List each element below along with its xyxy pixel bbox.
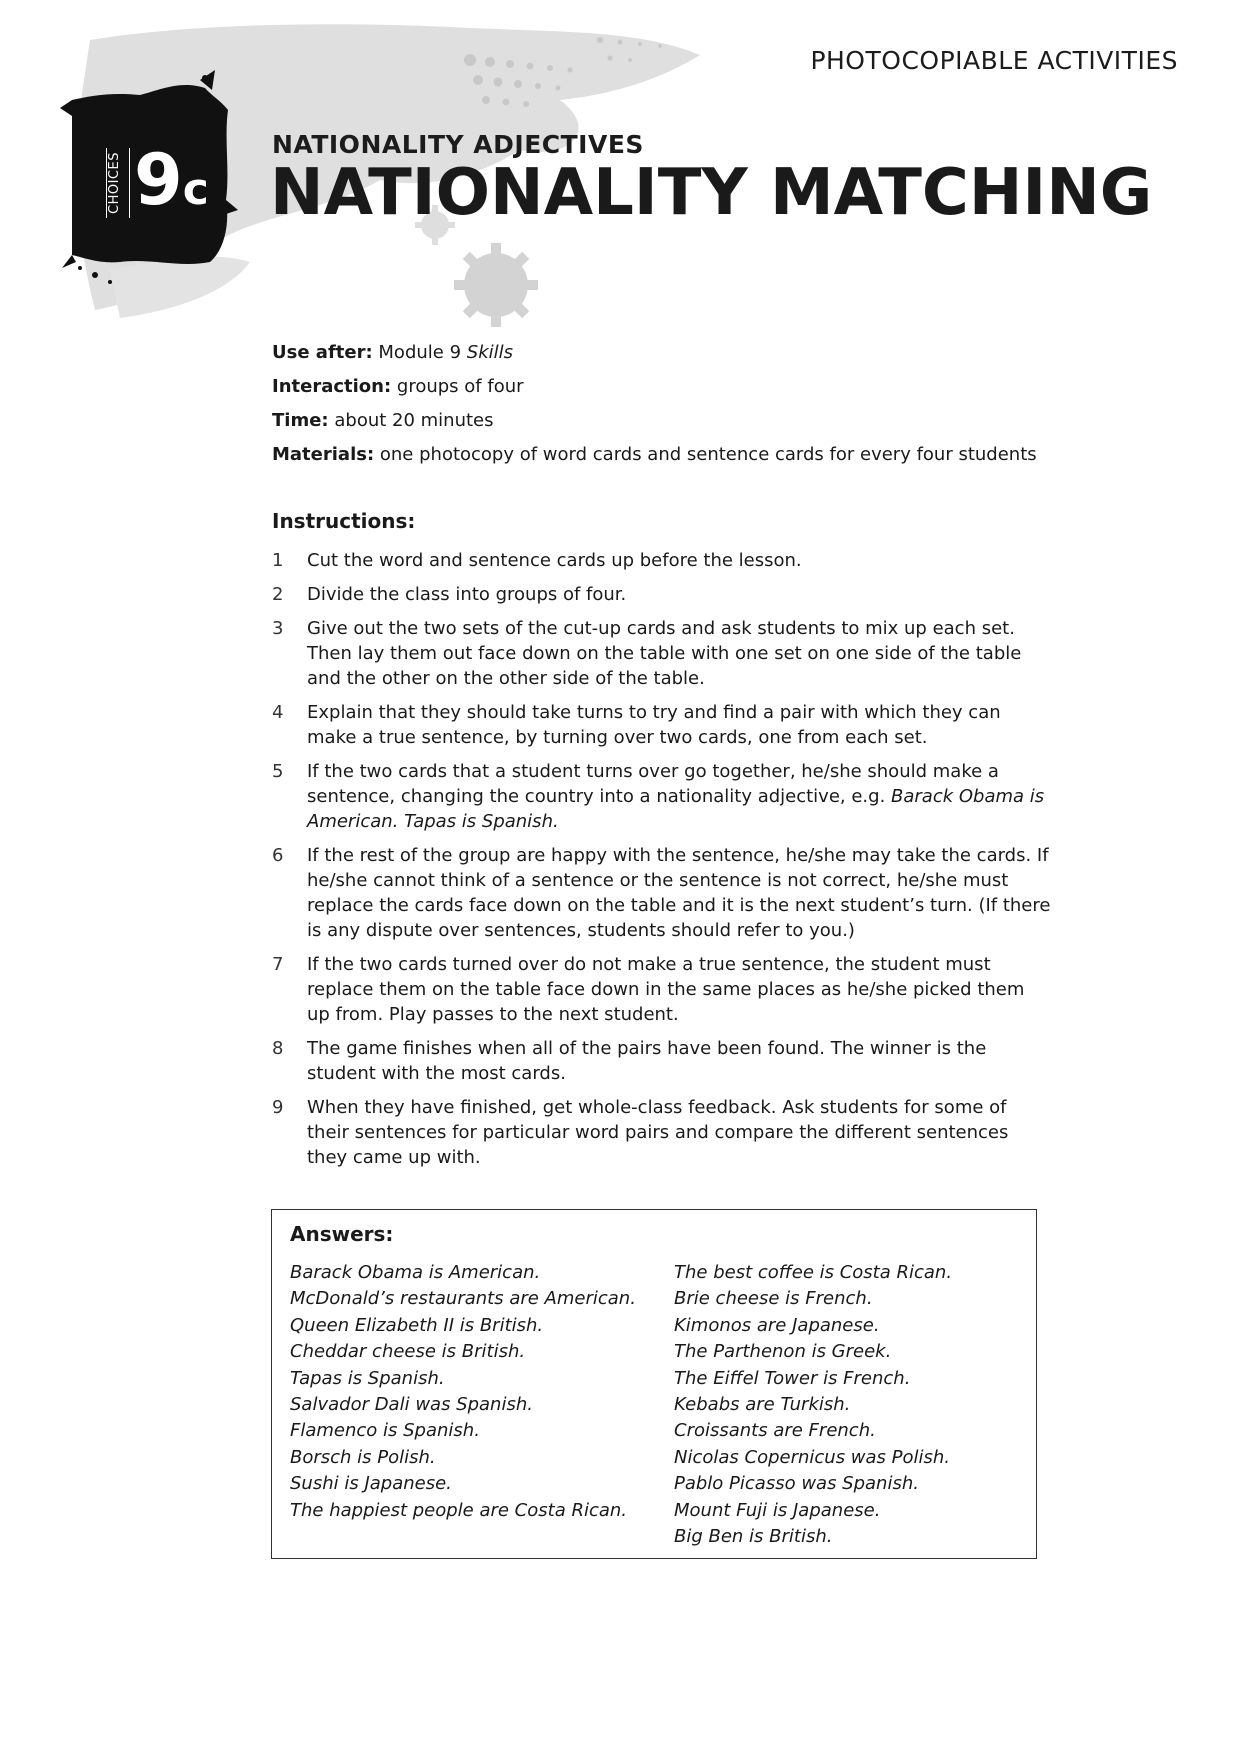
instruction-item: 2 Divide the class into groups of four. <box>272 584 627 605</box>
answer-line: Kimonos are Japanese. <box>674 1314 880 1336</box>
answer-line: Barack Obama is American. <box>290 1262 541 1283</box>
answers-left-column <box>290 1260 636 1524</box>
unit-badge <box>106 130 216 230</box>
answer-line: Big Ben is British. <box>674 1526 833 1548</box>
answer-line: Kebabs are Turkish. <box>674 1394 851 1416</box>
instruction-item: 8 The game finishes when all of the pairs have been found. The winner is the student with the most cards. <box>272 1038 987 1084</box>
answer-line: Mount Fuji is Japanese. <box>674 1499 881 1521</box>
answer-line: The Eiffel Tower is French. <box>674 1367 911 1389</box>
photocopiable-label: PHOTOCOPIABLE ACTIVITIES <box>810 46 1178 75</box>
instruction-item: 5 If the two cards that a student turns over go together, he/she should make a sentence, changing the country into a nationality adjective, e.g. Barack Obama is American. Tapas is Spanish. <box>272 761 1045 832</box>
detail-time: Time: about 20 minutes <box>272 410 494 431</box>
answers-heading: Answers: <box>290 1222 394 1246</box>
series-name: CHOICES <box>106 148 130 218</box>
detail-use-after: Use after: Module 9 Skills <box>272 342 513 363</box>
page-title: NATIONALITY MATCHING <box>270 156 1153 230</box>
instruction-item: 9 When they have finished, get whole-class feedback. Ask students for some of their sentences for particular word pairs and compare the different sentences they came up with. <box>272 1097 1009 1168</box>
answer-line: McDonald’s restaurants are American. <box>290 1288 636 1310</box>
activity-details <box>272 336 1037 472</box>
answer-line: Sushi is Japanese. <box>290 1473 452 1495</box>
detail-interaction: Interaction: groups of four <box>272 376 524 397</box>
answers-right-column <box>674 1260 952 1550</box>
instruction-item: 1 Cut the word and sentence cards up before the lesson. <box>272 550 802 571</box>
answer-line: The best coffee is Costa Rican. <box>674 1262 953 1283</box>
answer-line: The Parthenon is Greek. <box>674 1341 892 1363</box>
instructions-list <box>272 548 1052 1179</box>
answer-line: Flamenco is Spanish. <box>290 1420 480 1442</box>
unit-letter: c <box>182 164 209 215</box>
instructions-heading: Instructions: <box>272 509 416 533</box>
answer-line: Nicolas Copernicus was Polish. <box>674 1446 951 1468</box>
answer-line: Tapas is Spanish. <box>290 1367 445 1389</box>
answers-box <box>271 1209 1037 1559</box>
answer-line: Pablo Picasso was Spanish. <box>674 1473 919 1495</box>
instruction-item: 7 If the two cards turned over do not make a true sentence, the student must replace them on the table face down in the same places as he/she picked them up from. Play passes to the next student. <box>272 954 1025 1025</box>
instruction-item: 6 If the rest of the group are happy with the sentence, he/she may take the cards. If he/she cannot think of a sentence or the sentence is not correct, he/she must replace the cards face down on the table and it is the next student’s turn. (If there is any dispute over sentences, students should refer to you.) <box>272 845 1051 941</box>
instruction-item: 4 Explain that they should take turns to try and find a pair with which they can make a true sentence, by turning over two cards, one from each set. <box>272 702 1001 748</box>
unit-code <box>134 140 209 230</box>
answer-line: Borsch is Polish. <box>290 1446 436 1468</box>
answer-line: Croissants are French. <box>674 1420 876 1442</box>
answer-line: The happiest people are Costa Rican. <box>290 1499 628 1521</box>
page-subtitle: NATIONALITY ADJECTIVES <box>272 130 644 159</box>
instruction-item: 3 Give out the two sets of the cut-up cards and ask students to mix up each set. Then lay them out face down on the table with one set on one side of the table and the other on the other side of the table. <box>272 618 1022 689</box>
answer-line: Salvador Dali was Spanish. <box>290 1394 533 1416</box>
answer-line: Cheddar cheese is British. <box>290 1341 526 1363</box>
answer-line: Brie cheese is French. <box>674 1288 873 1310</box>
unit-number: 9 <box>134 139 183 221</box>
answer-line: Queen Elizabeth II is British. <box>290 1314 544 1336</box>
detail-materials: Materials: one photocopy of word cards and sentence cards for every four students <box>272 444 1037 465</box>
